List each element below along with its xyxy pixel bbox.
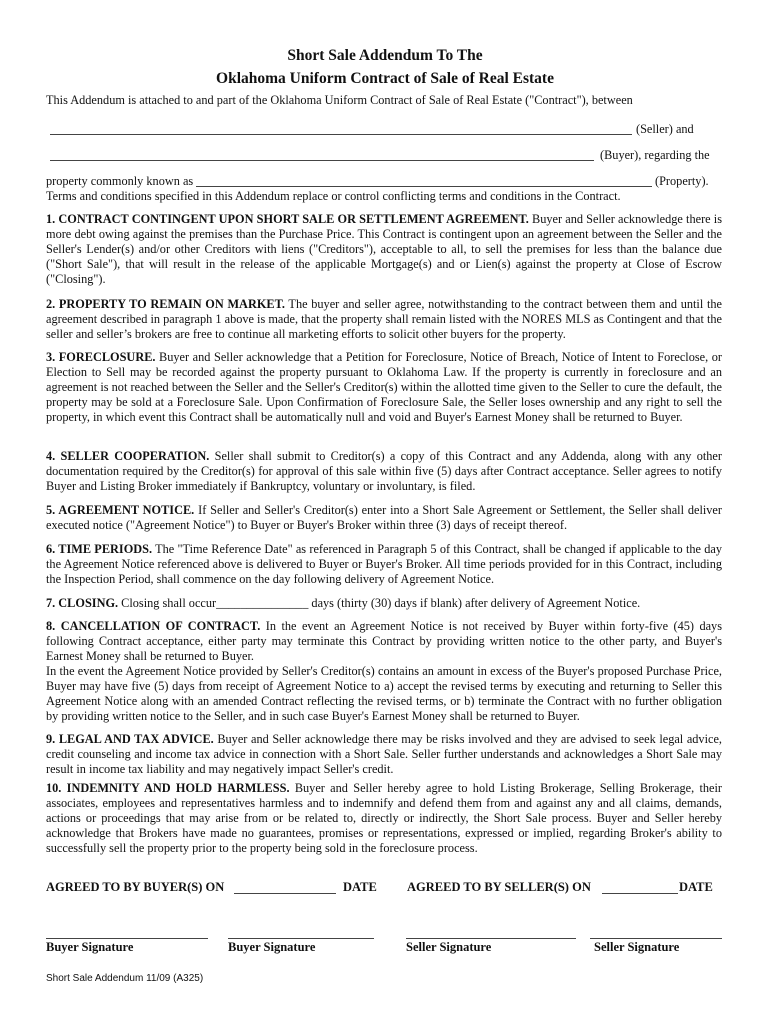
section-body: The "Time Reference Date" as referenced in Paragraph 5 of this Contract, shall be changed if applicable to the day the Agreement Notice referenced above is delivered to Buyer or Buyer's Broker. All time periods provided for in this Contract, including the Inspection Period, shall commence on the day following delivery of Agreement Notice. [46,542,723,586]
section-body: Buyer and Seller acknowledge there may be risks involved and they are advised to seek legal advice, credit counseling and income tax advice in connection with a Short Sale. Seller further understands and acknowledges a Short Sale may result in income tax liability and may negatively impact Seller's credit. [46,732,722,776]
buyer-date-label: DATE [343,880,377,894]
section-body: Buyer and Seller hereby agree to hold Listing Brokerage, Selling Brokerage, their associates, employees and representatives harmless and to indemnify and defend them from and against any and all claims, demands, actions or proceedings that may arise from or be related to, directly or indirectly, the Short Sale process. Buyer and Seller hereby acknowledge that Brokers have made no guarantees, promises or representations, expressed or implied, regarding Broker's ability to successfully sell the property prior to the property being sold in the foreclosure process. [46,781,722,855]
property-prefix: property commonly known as [46,174,194,188]
form-footer: Short Sale Addendum 11/09 (A325) [46,973,204,984]
agreed-seller-label: AGREED TO BY SELLER(S) ON [407,880,591,894]
section-heading: 3. FORECLOSURE. [46,350,156,364]
section-10 [46,781,722,856]
seller-label: (Seller) and [636,122,694,136]
seller-name-field [50,134,632,135]
buyer-signature-line-1 [46,938,208,939]
section-heading: 6. TIME PERIODS. [46,542,153,556]
document-title: Short Sale Addendum To The [287,47,483,64]
buyer-label: (Buyer), regarding the [600,148,710,162]
document-subtitle: Oklahoma Uniform Contract of Sale of Real Estate [216,70,554,87]
section-heading: 10. INDEMNITY AND HOLD HARMLESS. [46,781,290,795]
section-2 [46,297,722,342]
section-body: In the event an Agreement Notice is not received by Buyer within forty-five (45) days following Contract acceptance, either party may terminate this Contract by providing written notice to the other party, and Buyer's Earnest Money shall be returned to Buyer. [46,619,722,663]
section-9 [46,732,722,777]
section-7 [46,596,722,611]
seller-date-field [602,893,678,894]
section-heading: 5. AGREEMENT NOTICE. [46,503,195,517]
intro-text: This Addendum is attached to and part of the Oklahoma Uniform Contract of Sale of Real Estate ("Contract"), between [46,93,633,107]
buyer-name-field [50,160,594,161]
section-heading: 9. LEGAL AND TAX ADVICE. [46,732,214,746]
buyer-signature-label-1: Buyer Signature [46,940,134,954]
section-6 [46,542,722,587]
section-5 [46,503,722,533]
section-body: Buyer and Seller acknowledge there is more debt owing against the premises than the Purchase Price. This Contract is contingent upon an agreement between the Seller and the Seller's Lender(s) and/or other Creditors with liens ("Creditors"), acceptable to all, to sell the premises for less than the balance due ("Short Sale"), that will result in the release of the applicable Mortgage(s) and or Lien(s) against the property at Close of Escrow ("Closing"). [46,212,722,286]
section-heading: 7. CLOSING. [46,596,119,610]
section-body: Seller shall submit to Creditor(s) a copy of this Contract and any Addenda, along with any other documentation required by the Creditor(s) for approval of this sale within five (5) days after Contract acceptance. Seller agrees to notify Buyer and Listing Broker immediately if Bankruptcy, voluntary or involuntary, is filed. [46,449,722,493]
buyer-signature-label-2: Buyer Signature [228,940,316,954]
section-4 [46,449,722,494]
section-8-continued [46,664,722,724]
seller-signature-line-2 [590,938,722,939]
section-body: The buyer and seller agree, notwithstanding to the contract between them and until the agreement described in paragraph 1 above is made, that the property shall remain listed with the NORES MLS as Contingent and that the seller and seller’s brokers are free to continue all marketing efforts to solicit other buyers for the property. [46,297,722,341]
section-body: Buyer and Seller acknowledge that a Petition for Foreclosure, Notice of Breach, Notice of Intent to Foreclose, or Election to Sell may be recorded against the property pursuant to Oklahoma Law. If the property is currently in foreclosure and an agreement is not reached between the Seller and the Seller's Creditor(s) within the allotted time given to the Seller to cure the default, the property may be sold at a Foreclosure Sale. Upon Confirmation of Foreclosure Sale, the Seller loses ownership and any right to sell the property, in which event this Contract shall be automatically null and void and Buyer's Earnest Money shall be returned to Buyer. [46,350,723,424]
terms-line: Terms and conditions specified in this Addendum replace or control conflicting terms and conditions in the Contract. [46,189,621,203]
section-body: In the event the Agreement Notice provided by Seller's Creditor(s) contains an amount in excess of the Buyer's proposed Purchase Price, Buyer may have five (5) days from receipt of Agreement Notice to a) accept the revised terms by executing and returning to Seller this Agreement Notice along with an amended Contract reflecting the revised terms, or b) terminate the Contract with no further obligation by providing written notice to the Seller, and in such case Buyer's Earnest Money shall be returned to Buyer. [46,664,722,723]
seller-signature-line-1 [406,938,576,939]
buyer-signature-line-2 [228,938,374,939]
section-heading: 2. PROPERTY TO REMAIN ON MARKET. [46,297,285,311]
seller-date-label: DATE [679,880,713,894]
section-body: Closing shall occur_______________ days (thirty (30) days if blank) after delivery of Agreement Notice. [118,596,641,610]
section-heading: 8. CANCELLATION OF CONTRACT. [46,619,261,633]
seller-signature-label-1: Seller Signature [406,940,492,954]
buyer-date-field [234,893,336,894]
agreed-buyer-label: AGREED TO BY BUYER(S) ON [46,880,225,894]
section-8 [46,619,722,664]
section-body: If Seller and Seller's Creditor(s) enter into a Short Sale Agreement or Settlement, the Seller shall deliver executed notice ("Agreement Notice") to Buyer or Buyer's Broker within three (3) days of receipt thereof. [46,503,722,532]
section-3 [46,350,722,425]
section-heading: 4. SELLER COOPERATION. [46,449,210,463]
property-address-field [196,186,652,187]
section-heading: 1. CONTRACT CONTINGENT UPON SHORT SALE OR SETTLEMENT AGREEMENT. [46,212,529,226]
section-1 [46,212,722,287]
property-label: (Property). [655,174,709,188]
seller-signature-label-2: Seller Signature [594,940,680,954]
